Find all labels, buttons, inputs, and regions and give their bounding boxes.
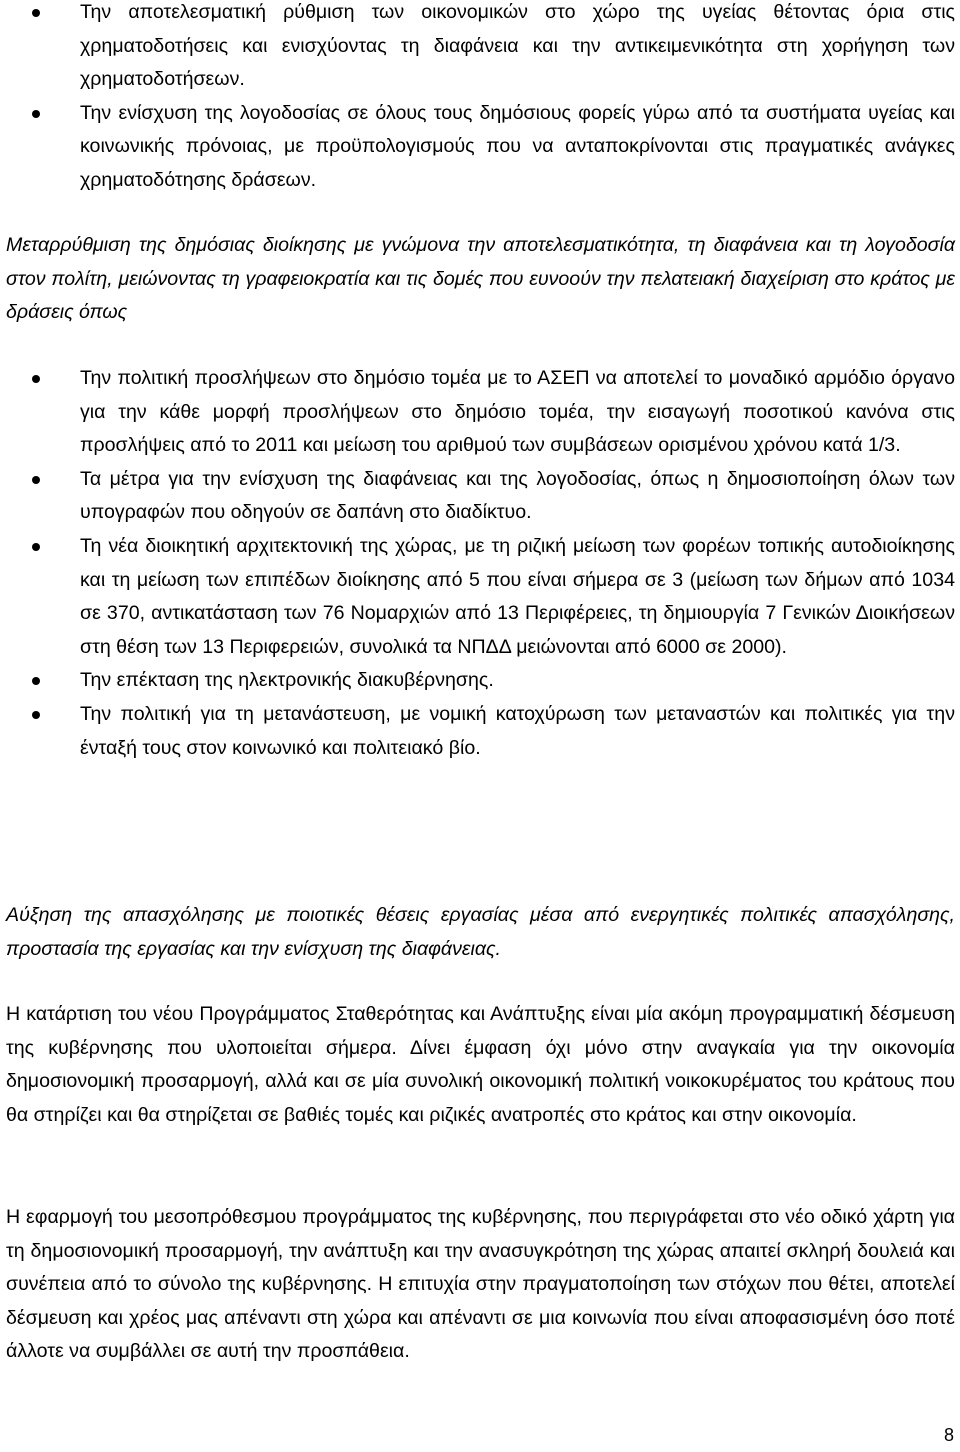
list-item <box>6 0 955 97</box>
bullet-icon <box>32 711 40 719</box>
list-item-text: Την ενίσχυση της λογοδοσίας σε όλους τους δημόσιους φορείς γύρω από τα συστήματα υγείας και κοινωνικής πρόνοιας, με προϋπολογισμούς που να ανταποκρίνονται στις πραγματικές ανάγκες χρηματοδότησης δράσεων. <box>80 101 955 191</box>
italic-paragraph-employment: Αύξηση της απασχόλησης με ποιοτικές θέσεις εργασίας μέσα από ενεργητικές πολιτικές απασχόλησης, προστασία της εργασίας και την ενίσχυση της διαφάνειας. <box>6 904 955 960</box>
list-item-text: Την πολιτική για τη μετανάστευση, με νομική κατοχύρωση των μεταναστών και πολιτικές για την ένταξή τους στον κοινωνικό και πολιτειακό βίο. <box>80 702 955 759</box>
list-item <box>6 97 955 198</box>
italic-paragraph-reform: Μεταρρύθμιση της δημόσιας διοίκησης με γνώμονα την αποτελεσματικότητα, τη διαφάνεια και τη λογοδοσία στον πολίτη, μειώνοντας τη γραφειοκρατία και τις δομές που ευνοούν την πελατειακή διαχείριση στο κράτος με δράσεις όπως <box>6 234 955 324</box>
bullet-icon <box>32 110 40 118</box>
paragraph-medium-term-program: Η εφαρμογή του μεσοπρόθεσμου προγράμματος της κυβέρνησης, που περιγράφεται στο νέο οδικό χάρτη για τη δημοσιονομική προσαρμογή, την ανάπτυξη και την ανασυγκρότηση της χώρας απαιτεί σκληρή δουλειά και συνέπεια από το σύνολο της κυβέρνησης. Η επιτυχία στην πραγματοποίηση των στόχων που θέτει, αποτελεί δέσμευση και χρέος μας απέναντι στη χώρα και απέναντι σε μια κοινωνία που είναι αποφασισμένη όσο ποτέ άλλοτε να συμβάλλει σε αυτή την προσπάθεια. <box>6 1206 955 1363</box>
list-item-text: Την πολιτική προσλήψεων στο δημόσιο τομέα με το ΑΣΕΠ να αποτελεί το μοναδικό αρμόδιο όργανο για την κάθε μορφή προσλήψεων στο δημόσιο τομέα, την εισαγωγή ποσοτικού κανόνα στις προσλήψεις από το 2011 και μείωση του αριθμού των συμβάσεων ορισμένου χρόνου κατά 1/3. <box>80 367 955 457</box>
bullet-icon <box>32 9 40 17</box>
list-item <box>6 698 955 765</box>
paragraph-stability-program: Η κατάρτιση του νέου Προγράμματος Σταθερότητας και Ανάπτυξης είναι μία ακόμη προγραμματική δέσμευση της κυβέρνησης που υλοποιείται σήμερα. Δίνει έμφαση όχι μόνο στην αναγκαία για την οικονομία δημοσιονομική προσαρμογή, αλλά και σε μία συνολική οικονομική πολιτική νοικοκυρέματος του κράτους που θα στηρίζει και θα στηρίζεται σε βαθιές τομές και ριζικές ανατροπές στο κράτος και στην οικονομία. <box>6 1003 955 1126</box>
list-item <box>6 530 955 664</box>
bullet-icon <box>32 476 40 484</box>
bullet-icon <box>32 677 40 685</box>
list-item-text: Την επέκταση της ηλεκτρονικής διακυβέρνησης. <box>80 669 494 692</box>
page-number: 8 <box>943 1425 954 1445</box>
bullet-list-reform <box>6 362 955 765</box>
bullet-icon <box>32 543 40 551</box>
list-item-text: Την αποτελεσματική ρύθμιση των οικονομικών στο χώρο της υγείας θέτοντας όρια στις χρηματοδοτήσεις και ενισχύοντας τη διαφάνεια και την αντικειμενικότητα στη χορήγηση των χρηματοδοτήσεων. <box>80 1 955 91</box>
list-item <box>6 664 955 698</box>
list-item <box>6 362 955 463</box>
list-item-text: Τα μέτρα για την ενίσχυση της διαφάνειας και της λογοδοσίας, όπως η δημοσιοποίηση όλων των υπογραφών που οδηγούν σε δαπάνη στο διαδίκτυο. <box>80 467 955 524</box>
bullet-icon <box>32 375 40 383</box>
list-item <box>6 463 955 530</box>
bullet-list-health <box>6 0 955 198</box>
list-item-text: Τη νέα διοικητική αρχιτεκτονική της χώρας, με τη ριζική μείωση των φορέων τοπικής αυτοδιοίκησης και τη μείωση των επιπέδων διοίκησης από 5 που είναι σήμερα σε 3 (μείωση των δήμων από 1034 σε 370, αντικατάσταση των 76 Νομαρχιών από 13 Περιφέρειες, τη δημιουργία 7 Γενικών Διοικήσεων στη θέση των 13 Περιφερειών, συνολικά τα ΝΠΔΔ μειώνονται από 6000 σε 2000). <box>80 534 955 658</box>
